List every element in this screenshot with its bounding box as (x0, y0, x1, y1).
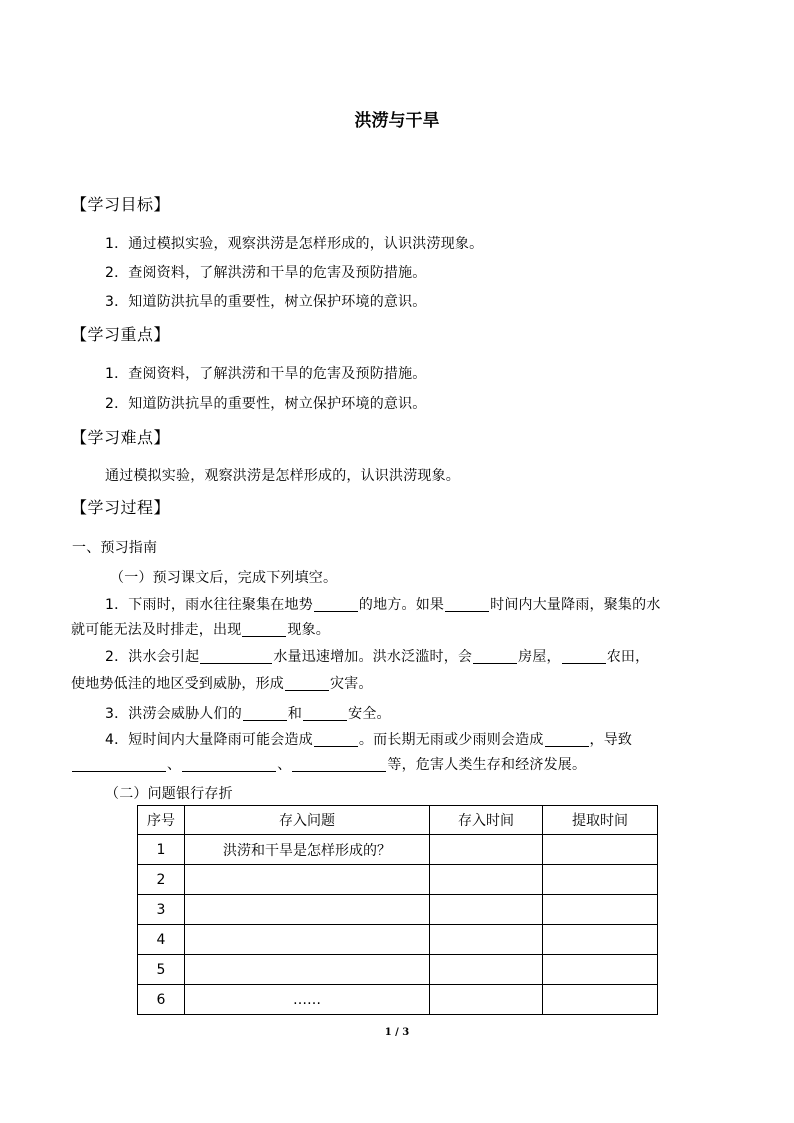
difficulty-text: 通过模拟实验，观察洪涝是怎样形成的，认识洪涝现象。 (105, 468, 460, 484)
cell-deposit-time (430, 955, 543, 985)
question-1-line-a: 1．下雨时，雨水往往聚集在地势 的地方。如果 时间内大量降雨，聚集的水 (105, 597, 661, 613)
table-row (138, 985, 658, 1015)
process-heading: 【学习过程】 (71, 498, 171, 517)
header-index: 序号 (138, 806, 185, 835)
question-2-line-a: 2．洪水会引起 水量迅速增加。洪水泛滥时，会 房屋， 农田， (105, 649, 650, 665)
cell-index: 5 (138, 955, 185, 985)
focus-item: 2．知道防洪抗旱的重要性，树立保护环境的意识。 (105, 396, 427, 412)
fill-blank (303, 706, 347, 721)
fill-blank (72, 757, 166, 772)
table-row (138, 955, 658, 985)
fill-blank (314, 597, 358, 612)
question-4-line-a: 4．短时间内大量降雨可能会造成 。而长期无雨或少雨则会造成 ，导致 (105, 732, 633, 748)
focus-item: 1．查阅资料，了解洪涝和干旱的危害及预防措施。 (105, 366, 427, 382)
page-number: 1 / 3 (384, 1027, 410, 1038)
part1-heading: 一、预习指南 (72, 540, 158, 556)
cell-deposit-time (430, 895, 543, 925)
cell-index: 2 (138, 865, 185, 895)
fill-blank (243, 706, 287, 721)
fill-blank (182, 757, 276, 772)
goal-item: 2．查阅资料，了解洪涝和干旱的危害及预防措施。 (105, 265, 427, 281)
cell-withdraw-time (543, 925, 658, 955)
question-3: 3．洪涝会威胁人们的 和 安全。 (105, 706, 391, 722)
table-row (138, 865, 658, 895)
cell-withdraw-time (543, 955, 658, 985)
cell-question (185, 895, 430, 925)
cell-withdraw-time (543, 985, 658, 1015)
cell-question (185, 925, 430, 955)
cell-withdraw-time (543, 835, 658, 865)
fill-blank (242, 622, 286, 637)
fill-blank (314, 732, 358, 747)
question-bank-table (137, 805, 658, 1015)
fill-blank (200, 649, 272, 664)
header-question: 存入问题 (185, 806, 430, 835)
table-row (138, 925, 658, 955)
cell-question (185, 955, 430, 985)
cell-index: 3 (138, 895, 185, 925)
cell-deposit-time (430, 985, 543, 1015)
difficulty-heading: 【学习难点】 (71, 428, 171, 447)
goals-heading: 【学习目标】 (71, 195, 171, 214)
fill-blank (545, 732, 589, 747)
table-header-row (138, 806, 658, 835)
goal-item: 3．知道防洪抗旱的重要性，树立保护环境的意识。 (105, 294, 427, 310)
fill-blank (562, 649, 606, 664)
cell-deposit-time (430, 835, 543, 865)
header-deposit-time: 存入时间 (430, 806, 543, 835)
cell-deposit-time (430, 925, 543, 955)
focus-heading: 【学习重点】 (71, 325, 171, 344)
cell-index: 4 (138, 925, 185, 955)
cell-withdraw-time (543, 865, 658, 895)
cell-index: 6 (138, 985, 185, 1015)
cell-question: 洪涝和干旱是怎样形成的？ (185, 835, 430, 865)
page-title: 洪涝与干旱 (354, 111, 440, 131)
cell-deposit-time (430, 865, 543, 895)
sub1-heading: （一）预习课文后，完成下列填空。 (110, 570, 338, 586)
fill-blank (445, 597, 489, 612)
goal-item: 1．通过模拟实验，观察洪涝是怎样形成的，认识洪涝现象。 (105, 236, 484, 252)
fill-blank (473, 649, 517, 664)
question-4-line-b: 、 、 等，危害人类生存和经济发展。 (71, 754, 586, 774)
fill-blank (292, 757, 386, 772)
cell-question: …… (185, 985, 430, 1015)
fill-blank (285, 676, 329, 691)
sub2-heading: （二）问题银行存折 (105, 786, 233, 802)
question-1-line-b: 就可能无法及时排走，出现 现象。 (71, 622, 331, 638)
header-withdraw-time: 提取时间 (543, 806, 658, 835)
table-row (138, 835, 658, 865)
cell-question (185, 865, 430, 895)
question-2-line-b: 使地势低洼的地区受到威胁，形成 灾害。 (71, 676, 373, 692)
cell-index: 1 (138, 835, 185, 865)
cell-withdraw-time (543, 895, 658, 925)
table-row (138, 895, 658, 925)
